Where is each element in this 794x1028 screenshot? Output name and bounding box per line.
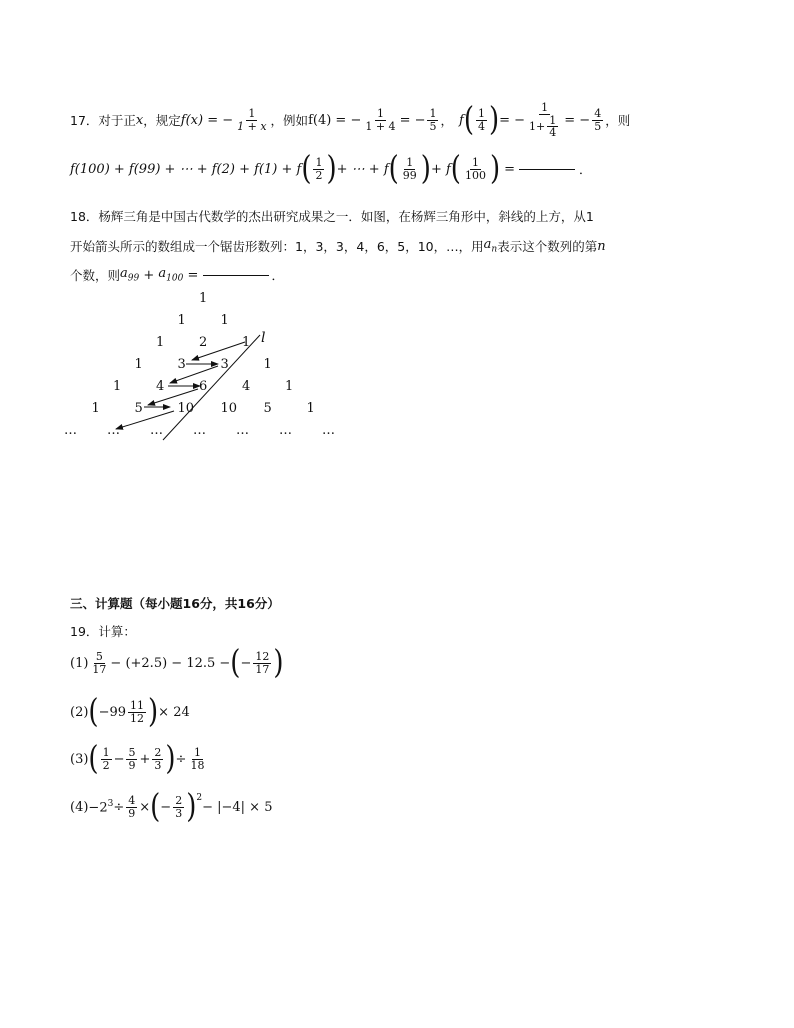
mixed-number-whole: −99 xyxy=(98,704,127,720)
triangle-ellipsis: … xyxy=(322,423,335,438)
triangle-number: 1 xyxy=(91,401,100,416)
fraction: $\frac{12}{17}$ xyxy=(255,649,270,676)
triangle-ellipsis: … xyxy=(279,423,292,438)
right-paren: ) xyxy=(420,150,431,188)
q18-line3 xyxy=(70,266,284,284)
right-paren: ) xyxy=(488,101,500,140)
expression: × 24 xyxy=(158,704,190,720)
fraction: $\frac{1}{18}$ xyxy=(190,745,205,772)
right-paren: ) xyxy=(186,788,197,826)
triangle-number: 10 xyxy=(177,401,195,416)
operator: − xyxy=(113,751,125,767)
triangle-number: 1 xyxy=(156,335,165,350)
triangle-number: 1 xyxy=(134,357,143,372)
right-paren: ) xyxy=(148,693,159,731)
left-paren: ( xyxy=(88,740,99,778)
right-paren: ) xyxy=(489,150,501,188)
triangle-number: 3 xyxy=(177,357,186,372)
q17-sum-line xyxy=(70,150,592,188)
minus-sign: − xyxy=(240,655,252,671)
fraction: $\frac{2}{3}$ xyxy=(154,745,162,772)
triangle-ellipsis: … xyxy=(236,423,249,438)
q17-fdef-fraction: $\frac{1}{1 + x}$ xyxy=(237,107,267,133)
q17-line1 xyxy=(70,102,630,139)
q17-fdef: f(x) = − xyxy=(180,112,234,128)
fraction: $\frac{2}{3}$ xyxy=(175,793,183,820)
triangle-number: 1 xyxy=(113,379,122,394)
q19-part2 xyxy=(70,693,190,731)
triangle-svg xyxy=(60,285,360,445)
q17-sum-half: $\frac{1}{2}$ xyxy=(315,155,323,182)
q18-answer-blank[interactable] xyxy=(203,275,269,276)
q17-example2-arg: $\frac{1}{4}$ xyxy=(477,107,485,133)
q17-text: 对于正 xyxy=(98,113,136,129)
q18-a100: $a_{100}$ xyxy=(158,266,184,284)
triangle-number: 1 xyxy=(242,335,251,350)
part-label: (2) xyxy=(70,704,89,720)
triangle-number: 5 xyxy=(134,401,143,416)
triangle-number: 6 xyxy=(199,379,208,394)
operator: × xyxy=(139,799,151,815)
triangle-number: 1 xyxy=(285,379,294,394)
fraction: $\frac{1}{2}$ xyxy=(102,745,110,772)
right-paren: ) xyxy=(165,740,176,778)
fraction: $\frac{11}{12}$ xyxy=(130,698,145,725)
q18-text: 开始箭头所示的数组成一个锯齿形数列：1，3，3，4，6，5，10，…，用 xyxy=(70,239,484,254)
q17-equals: = − xyxy=(564,112,591,128)
q19-part1 xyxy=(70,644,284,682)
q17-equals: = xyxy=(504,161,516,177)
triangle-ellipsis: … xyxy=(64,423,77,438)
line-label-l: l xyxy=(261,330,266,346)
q18-end: ． xyxy=(271,268,285,283)
q17-example1-fraction: $\frac{1}{1 + 4}$ xyxy=(365,107,396,133)
part-label: (4) xyxy=(70,799,89,815)
part-label: (1) xyxy=(70,655,89,671)
q17-var-x: x xyxy=(135,112,144,128)
triangle-ellipsis: … xyxy=(107,423,120,438)
operator: ÷ xyxy=(113,799,125,815)
fraction: $\frac{5}{9}$ xyxy=(128,745,136,772)
left-paren: ( xyxy=(230,644,241,682)
q17-example1-result: $\frac{1}{5}$ xyxy=(429,107,437,133)
q17-equals: = − xyxy=(499,112,526,128)
right-paren: ) xyxy=(326,150,337,188)
left-paren: ( xyxy=(388,150,399,188)
q17-number: 17． xyxy=(70,113,99,129)
arrow-10-to-next xyxy=(116,411,174,429)
fraction: $\frac{5}{17}$ xyxy=(92,649,107,676)
q19-part3 xyxy=(70,740,208,778)
q18-text: 表示这个数列的第 xyxy=(497,239,598,254)
q18-a99: $a_{99}$ xyxy=(120,266,140,284)
q18-an: $a_n$ xyxy=(483,237,498,255)
triangle-number: 1 xyxy=(263,357,272,372)
q17-text: ，则 xyxy=(605,113,631,129)
right-paren: ) xyxy=(273,644,284,682)
part-label: (3) xyxy=(70,751,89,767)
q18-plus: + xyxy=(139,267,159,283)
q17-sum-part: + ⋯ + f xyxy=(336,161,389,177)
triangle-number: 1 xyxy=(177,313,186,328)
triangle-ellipsis: … xyxy=(150,423,163,438)
triangle-number: 1 xyxy=(199,291,208,306)
operator: ÷ xyxy=(175,751,187,767)
q17-sum-99: $\frac{1}{99}$ xyxy=(402,155,417,182)
q18-line1: 18．杨辉三角是中国古代数学的杰出研究成果之一．如图，在杨辉三角形中，斜线的上方，从1 xyxy=(70,209,594,224)
triangle-number: 1 xyxy=(306,401,315,416)
left-paren: ( xyxy=(463,101,474,140)
q17-sum-part: f(100) + f(99) + ⋯ + f(2) + f(1) + f xyxy=(70,161,302,177)
q17-example2-complex-fraction: 1 1+ $\frac{1}{4}$ xyxy=(529,101,557,140)
expression: − |−4| × 5 xyxy=(202,799,273,815)
left-paren: ( xyxy=(88,693,99,731)
expression: − (+2.5) − 12.5 − xyxy=(110,655,231,671)
triangle-number: 5 xyxy=(263,401,272,416)
operator: + xyxy=(139,751,151,767)
q18-line2 xyxy=(70,237,606,255)
triangle-ellipsis: … xyxy=(193,423,206,438)
section-title: 三、计算题（每小题16分，共16分） xyxy=(70,596,280,611)
q17-end: ． xyxy=(579,162,592,177)
q17-example2-result: $\frac{4}{5}$ xyxy=(594,107,602,133)
q17-text: ，例如 xyxy=(270,113,309,129)
left-paren: ( xyxy=(150,788,161,826)
minus-sign: − xyxy=(160,799,172,815)
yanghui-triangle-figure xyxy=(60,285,360,445)
q19-heading: 19．计算： xyxy=(70,624,136,639)
left-paren: ( xyxy=(450,150,461,188)
triangle-number: 4 xyxy=(156,379,165,394)
q17-example1: f(4) = − xyxy=(308,112,362,128)
q18-equals: = xyxy=(183,267,203,283)
exponent: 2 xyxy=(196,793,203,803)
q19-part4 xyxy=(70,788,273,826)
q18-text: 个数，则 xyxy=(70,268,121,283)
q17-example2-f: f xyxy=(459,112,464,128)
q18-n: n xyxy=(597,238,606,254)
q17-sum-100: $\frac{1}{100}$ xyxy=(464,155,486,182)
q17-answer-blank[interactable] xyxy=(519,169,575,170)
triangle-number: 2 xyxy=(199,335,208,350)
q17-comma: ， xyxy=(440,113,453,129)
left-paren: ( xyxy=(301,150,312,188)
triangle-number: 10 xyxy=(220,401,238,416)
triangle-number: 3 xyxy=(220,357,229,372)
fraction: $\frac{4}{9}$ xyxy=(128,793,136,820)
triangle-number: 1 xyxy=(220,313,229,328)
triangle-number: 4 xyxy=(242,379,251,394)
q17-text: ，规定 xyxy=(143,113,181,129)
q17-sum-part: + f xyxy=(430,161,451,177)
power: $-2^3$ xyxy=(88,798,114,816)
q17-equals: = − xyxy=(399,112,426,128)
